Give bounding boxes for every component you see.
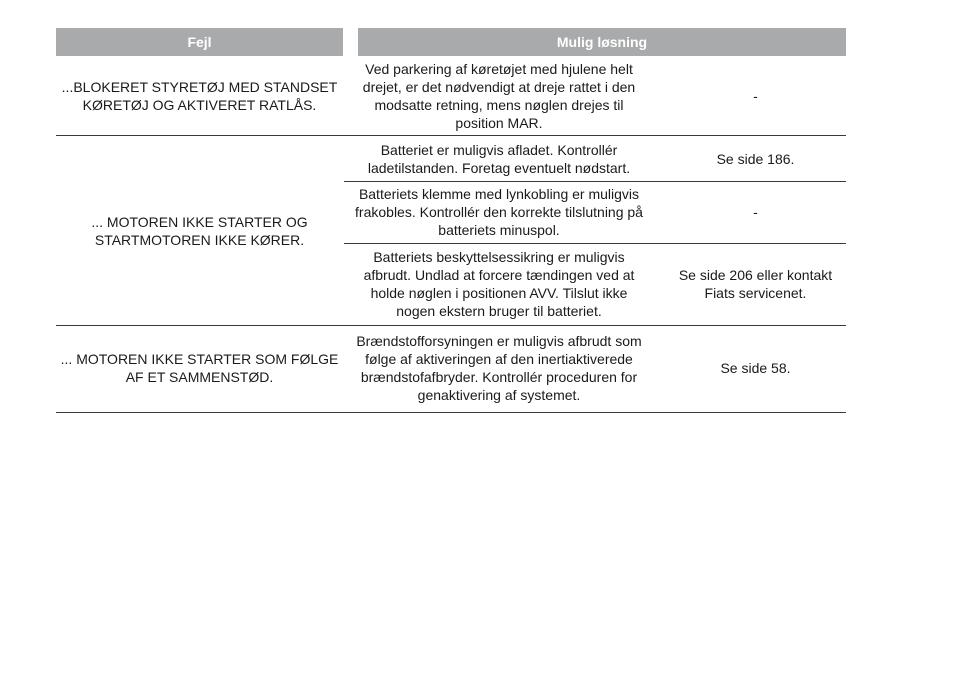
column-header-fejl: Fejl [56, 28, 343, 56]
row-3-henvisning: Se side 58. [720, 360, 791, 376]
row-2a-losning: Batteriet er muligvis afladet. Kontrollér ladetilstanden. Foretag eventuelt nødstart. [367, 142, 631, 176]
row-3-fejl: ... MOTOREN IKKE STARTER SOM FØLGE AF ET SAMMENSTØD. [60, 351, 339, 385]
row-2a-henvisning: Se side 186. [716, 151, 795, 167]
row-2c-losning: Batteriets beskyttelsessikring er muligvis afbrudt. Undlad at forcere tændingen ved at holde nøglen i positionen AVV. Tilslut ikke nogen ekstern bruger til batteriet. [363, 249, 635, 319]
row-2-fejl: ... MOTOREN IKKE STARTER OG STARTMOTOREN IKKE KØRER. [91, 214, 308, 248]
row-2c-henvisning: Se side 206 eller kontakt Fiats servicenet. [678, 267, 833, 301]
table-bottom-rule [56, 412, 846, 413]
row-1-losning: Ved parkering af køretøjet med hjulene helt drejet, er det nødvendigt at dreje rattet i den modsatte retning, mens nøglen drejes til position MAR. [362, 61, 636, 131]
row-2b-henvisning: - [753, 204, 758, 220]
row-1-fejl: ...BLOKERET STYRETØJ MED STANDSET KØRETØJ OG AKTIVERET RATLÅS. [61, 79, 338, 113]
row-1-henvisning: - [753, 88, 758, 104]
row-2b-losning: Batteriets klemme med lynkobling er muligvis frakobles. Kontrollér den korrekte tilslutning på batteriets minuspol. [355, 186, 643, 238]
subrow-divider [344, 181, 846, 182]
row-divider [56, 325, 846, 326]
subrow-divider [344, 243, 846, 244]
row-3-losning: Brændstofforsyningen er muligvis afbrudt som følge af aktiveringen af den inertiaktiverede brændstofafbryder. Kontrollér proceduren for genaktivering af systemet. [356, 333, 642, 403]
column-header-mulig-losning: Mulig løsning [358, 28, 846, 56]
